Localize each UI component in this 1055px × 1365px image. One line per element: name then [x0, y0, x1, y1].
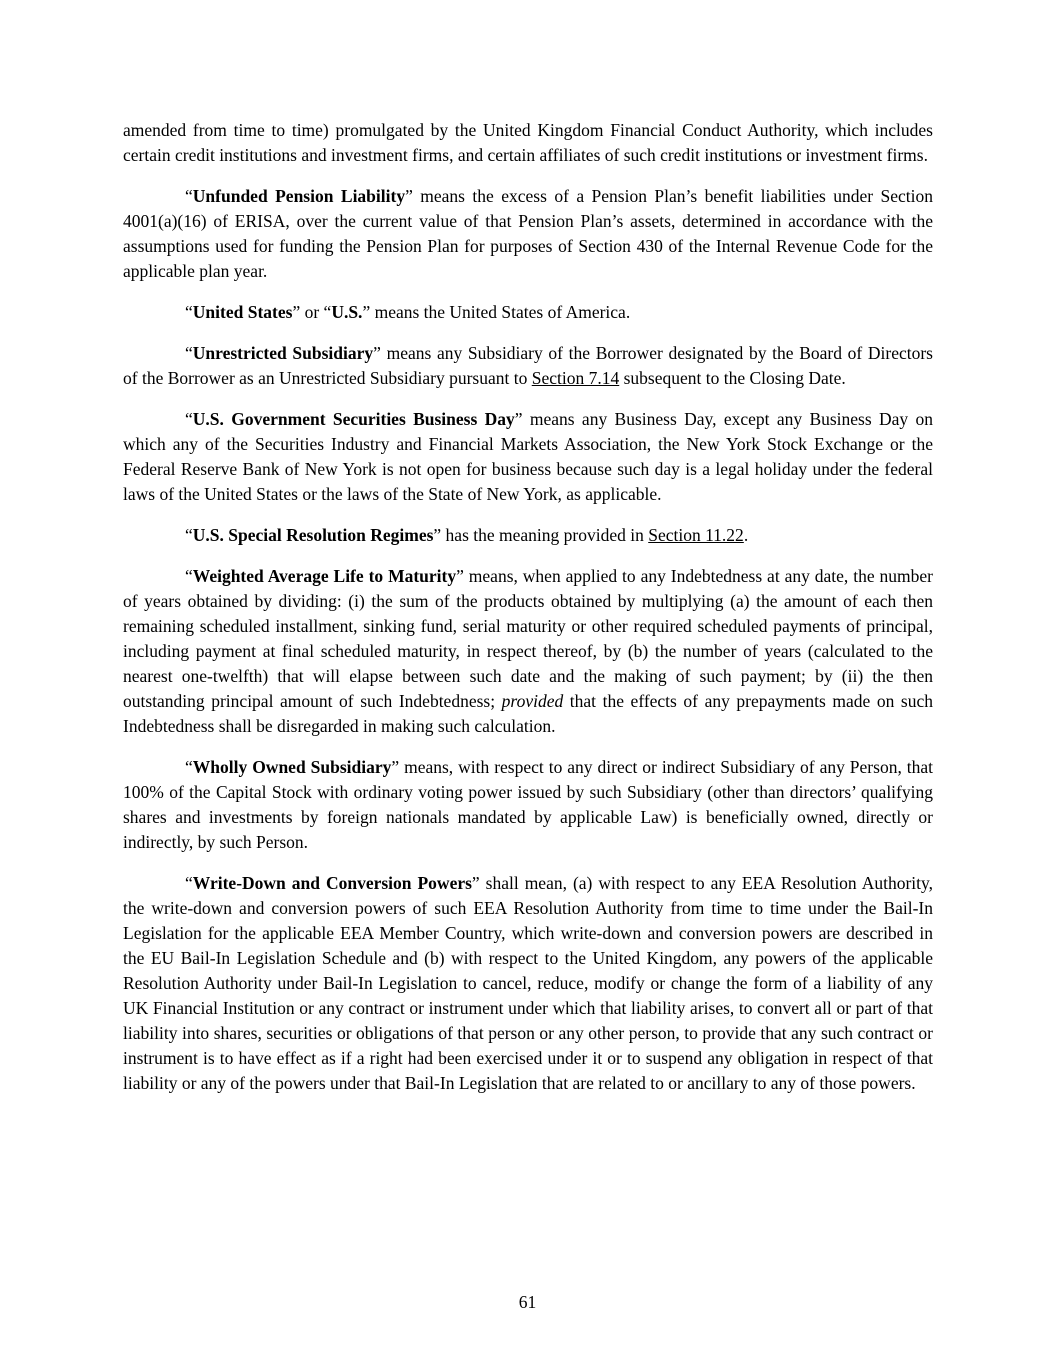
defined-term: U.S.	[331, 302, 363, 322]
defined-term: Unrestricted Subsidiary	[192, 343, 374, 363]
body-text: “	[185, 757, 193, 777]
body-text: “	[185, 186, 193, 206]
defined-term: Unfunded Pension Liability	[192, 186, 406, 206]
paragraph	[123, 118, 933, 168]
defined-term: U.S. Special Resolution Regimes	[192, 525, 434, 545]
body-text: “	[185, 409, 193, 429]
body-text: “	[185, 873, 193, 893]
document-body	[123, 118, 933, 1112]
body-text: “	[185, 343, 193, 363]
body-text: subsequent to the Closing Date.	[619, 368, 846, 388]
defined-term: Write-Down and Conversion Powers	[192, 873, 472, 893]
paragraph	[123, 871, 933, 1096]
body-text: ” means the United States of America.	[362, 302, 631, 322]
body-text: ” or “	[292, 302, 332, 322]
paragraph	[123, 341, 933, 391]
defined-term: United States	[192, 302, 293, 322]
body-text: ” means the excess of a Pension Plan’s benefit liabilities under Section 4001(a)(16) of ERISA, over the current value of that Pension Plan’s assets, determined in accordance with the assumptions used for funding the Pension Plan for purposes of Section 430 of the Internal Revenue Code for the applicable plan year.	[123, 186, 933, 281]
paragraph	[123, 564, 933, 739]
paragraph	[123, 755, 933, 855]
body-text: “	[185, 566, 193, 586]
defined-term: Weighted Average Life to Maturity	[192, 566, 457, 586]
body-text: ” shall mean, (a) with respect to any EEA Resolution Authority, the write-down and conversion powers of such EEA Resolution Authority from time to time under the Bail-In Legislation for the applicable EEA Member Country, which write-down and conversion powers are described in the EU Bail-In Legislation Schedule and (b) with respect to the United Kingdom, any powers of the applicable Resolution Authority under Bail-In Legislation to cancel, reduce, modify or change the form of a liability of any UK Financial Institution or any contract or instrument under which that liability arises, to convert all or part of that liability into shares, securities or obligations of that person or any other person, to provide that any such contract or instrument is to have effect as if a right had been exercised under it or to suspend any obligation in respect of that liability or any of the powers under that Bail-In Legislation that are related to or ancillary to any of those powers.	[123, 873, 933, 1093]
paragraph	[123, 523, 933, 548]
body-text: ” means any Business Day, except any Business Day on which any of the Securities Industry and Financial Markets Association, the New York Stock Exchange or the Federal Reserve Bank of New York is not open for business because such day is a legal holiday under the federal laws of the United States or the laws of the State of New York, as applicable.	[123, 409, 934, 504]
section-reference: Section 7.14	[531, 368, 620, 388]
defined-term: U.S. Government Securities Business Day	[192, 409, 515, 429]
proviso-term: provided	[501, 691, 564, 711]
body-text: ” has the meaning provided in	[433, 525, 649, 545]
section-reference: Section 11.22	[648, 525, 744, 545]
paragraph	[123, 300, 933, 325]
body-text: ” means, with respect to any direct or indirect Subsidiary of any Person, that 100% of the Capital Stock with ordinary voting power issued by such Subsidiary (other than directors’ qualifying shares and investments by foreign nationals mandated by applicable Law) is beneficially owned, directly or indirectly, by such Person.	[123, 757, 934, 852]
body-text: ” means, when applied to any Indebtedness at any date, the number of years obtained by dividing: (i) the sum of the products obtained by multiplying (a) the amount of each then remaining scheduled installment, sinking fund, serial maturity or other required scheduled payments of principal, including payment at final scheduled maturity, in respect thereof, by (b) the number of years (calculated to the nearest one-twelfth) that will elapse between such date and the making of such payment; by (ii) the then outstanding principal amount of such Indebtedness;	[123, 566, 933, 711]
defined-term: Wholly Owned Subsidiary	[192, 757, 392, 777]
body-text: amended from time to time) promulgated by the United Kingdom Financial Conduct Authority, which includes certain credit institutions and investment firms, and certain affiliates of such credit institutions or investment firms.	[123, 120, 933, 165]
paragraph	[123, 184, 933, 284]
page-number: 61	[518, 1292, 537, 1312]
paragraph	[123, 407, 933, 507]
body-text: “	[185, 302, 193, 322]
body-text: .	[743, 525, 749, 545]
body-text: “	[185, 525, 193, 545]
body-text: ” means any Subsidiary of the Borrower designated by the Board of Directors of the Borrower as an Unrestricted Subsidiary pursuant to	[123, 343, 933, 388]
body-text: that the effects of any prepayments made on such Indebtedness shall be disregarded in making such calculation.	[123, 691, 934, 736]
